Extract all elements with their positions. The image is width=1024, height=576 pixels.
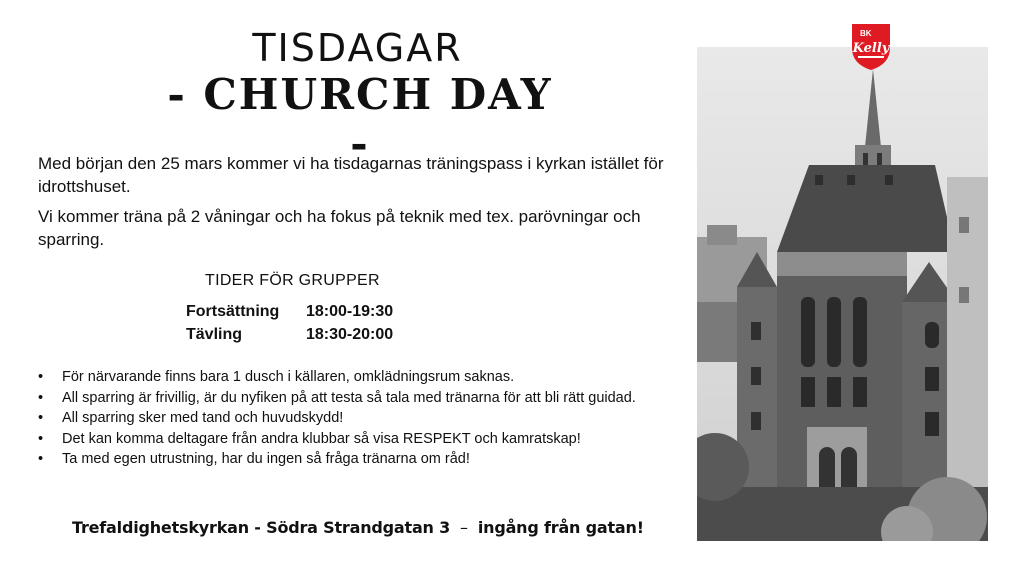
rules-list <box>38 367 658 470</box>
intro-paragraph-1: Med början den 25 mars kommer vi ha tisdagarnas träningspass i kyrkan istället för idrottshuset. <box>38 154 664 196</box>
rule-text: All sparring sker med tand och huvudskydd! <box>62 410 344 426</box>
entrance-text: ingång från gatan! <box>477 518 644 537</box>
address-line <box>72 518 644 537</box>
page-subtitle: - CHURCH DAY - <box>167 70 553 168</box>
schedule-row <box>186 323 393 346</box>
rule-text: All sparring är frivillig, är du nyfiken på att testa så tala med tränarna för att bli rätt guidad. <box>62 389 636 406</box>
schedule-heading: TIDER FÖR GRUPPER <box>205 272 380 289</box>
club-logo <box>848 22 894 72</box>
logo-name: Kelly <box>852 41 890 56</box>
bullet-icon: • <box>38 451 44 467</box>
bullet-icon: • <box>38 389 44 406</box>
list-item <box>38 367 658 388</box>
intro-paragraph-2: Vi kommer träna på 2 våningar och ha fokus på teknik med tex. parövningar och sparring. <box>38 207 641 249</box>
group-name: Tävling <box>186 326 243 343</box>
schedule-row <box>186 300 393 323</box>
list-item <box>38 388 658 409</box>
rule-text: Det kan komma deltagare från andra klubbar så visa RESPEKT och kamratskap! <box>62 430 581 447</box>
list-item <box>38 408 658 429</box>
logo-top-text: BK <box>860 29 872 38</box>
bullet-icon: • <box>38 410 44 426</box>
separator: – <box>460 518 468 537</box>
bullet-icon: • <box>38 369 44 385</box>
church-photo <box>697 47 988 541</box>
group-time: 18:30-20:00 <box>306 326 394 343</box>
schedule-table <box>186 300 393 346</box>
list-item <box>38 449 658 470</box>
location-text: Trefaldighetskyrkan - Södra Strandgatan 3 <box>72 518 451 537</box>
group-time: 18:00-19:30 <box>306 303 394 320</box>
rule-text: Ta med egen utrustning, har du ingen så fråga tränarna om råd! <box>62 451 470 467</box>
page-title: TISDAGAR <box>252 26 463 70</box>
group-name: Fortsättning <box>186 303 280 320</box>
list-item <box>38 429 658 450</box>
bullet-icon: • <box>38 430 44 447</box>
rule-text: För närvarande finns bara 1 dusch i källaren, omklädningsrum saknas. <box>62 369 515 385</box>
